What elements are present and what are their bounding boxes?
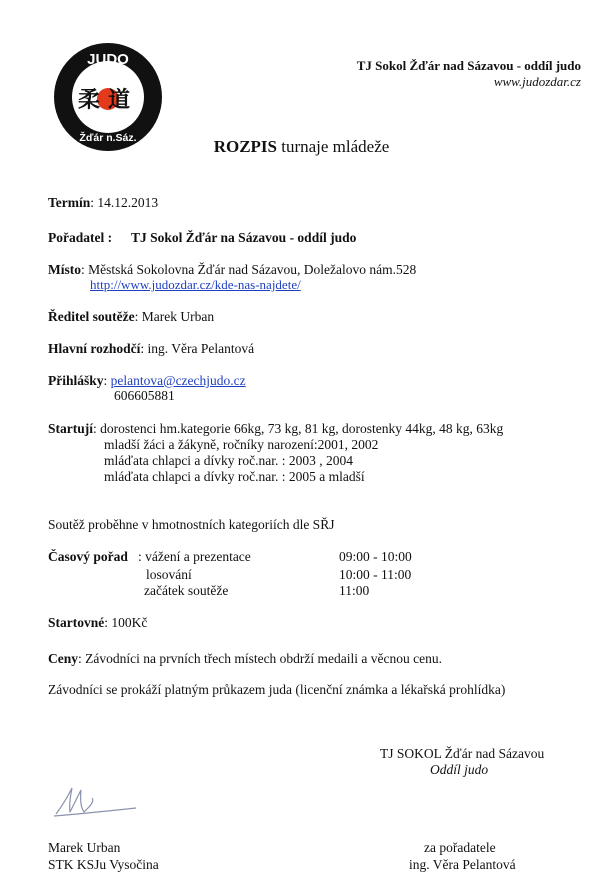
startuji-line: mláďata chlapci a dívky roč.nar. : 2003 , 2004 (104, 453, 354, 468)
prihlasky-label: Přihlášky (48, 373, 104, 388)
reditel-value: : Marek Urban (134, 309, 215, 324)
schedule-time: 09:00 - 10:00 (339, 549, 412, 564)
startovne-label: Startovné (48, 615, 105, 630)
rozhodci-value: : ing. Věra Pelantová (140, 341, 255, 356)
logo-bottom-text: Žďár n.Sáz. (79, 132, 137, 144)
reditel-label: Ředitel soutěže (48, 309, 135, 324)
prukaz-note: Závodníci se prokáží platným průkazem juda (licenční známka a lékařská prohlídka) (48, 682, 506, 697)
ceny-label: Ceny (48, 651, 78, 666)
misto-label: Místo (48, 262, 81, 277)
ceny-value: : Závodníci na prvních třech místech obdrží medaili a věcnou cenu. (78, 651, 442, 666)
footer-left-name: Marek Urban (48, 840, 121, 855)
footer-right-name: ing. Věra Pelantová (409, 857, 516, 872)
startuji-row (48, 421, 503, 437)
startuji-label: Startují (48, 421, 93, 436)
misto-row (48, 262, 416, 278)
footer-right-role: za pořadatele (424, 840, 496, 855)
reditel-row (48, 309, 214, 325)
termin-label: Termín (48, 195, 91, 210)
ceny-row (48, 651, 442, 667)
footer-left-role: STK KSJu Vysočina (48, 857, 159, 872)
startovne-value: : 100Kč (104, 615, 148, 630)
header-web[interactable]: www.judozdar.cz (493, 74, 581, 89)
startovne-row (48, 615, 147, 631)
schedule-item: : vážení a prezentace (138, 549, 251, 564)
prihlasky-colon: : (103, 373, 111, 388)
poradatel-label: Pořadatel : (48, 230, 113, 245)
startuji-line: mláďata chlapci a dívky roč.nar. : 2005 a mladší (104, 469, 365, 484)
sign-org-line2: Oddíl judo (430, 762, 489, 777)
logo-kanji: 柔道 (77, 88, 139, 113)
rozhodci-row (48, 341, 254, 357)
header-org: TJ Sokol Žďár nad Sázavou - oddíl judo (356, 58, 581, 73)
poradatel-row (48, 230, 112, 246)
misto-value: : Městská Sokolovna Žďár nad Sázavou, Doležalovo nám.528 (81, 262, 417, 277)
prihlasky-email[interactable]: pelantova@czechjudo.cz (110, 373, 246, 388)
sign-org-line1: TJ SOKOL Žďár nad Sázavou (380, 746, 545, 761)
startuji-line: mladší žáci a žákyně, ročníky narození:2001, 2002 (104, 437, 379, 452)
signature-scribble (48, 778, 148, 822)
prihlasky-phone: 606605881 (114, 388, 175, 403)
schedule-item: začátek soutěže (144, 583, 229, 598)
startuji-line: : dorostenci hm.kategorie 66kg, 73 kg, 81 kg, dorostenky 44kg, 48 kg, 63kg (93, 421, 504, 436)
misto-link[interactable]: http://www.judozdar.cz/kde-nas-najdete/ (90, 277, 301, 292)
title-bold: ROZPIS (213, 137, 277, 156)
prihlasky-row (48, 373, 246, 389)
poradatel-value: TJ Sokol Žďár na Sázavou - oddíl judo (131, 230, 357, 245)
schedule-item: losování (146, 567, 192, 582)
casovy-label: Časový pořad (48, 549, 128, 564)
rozhodci-label: Hlavní rozhodčí (48, 341, 141, 356)
title-rest: turnaje mládeže (276, 137, 390, 156)
schedule-time: 10:00 - 11:00 (339, 567, 412, 582)
schedule-time: 11:00 (339, 583, 370, 598)
termin-value: : 14.12.2013 (90, 195, 159, 210)
logo-top-text: JUDO (87, 51, 129, 68)
sjr-note: Soutěž proběhne v hmotnostních kategoriích dle SŘJ (48, 517, 335, 532)
page-title (0, 137, 603, 157)
termin-row (48, 195, 158, 211)
